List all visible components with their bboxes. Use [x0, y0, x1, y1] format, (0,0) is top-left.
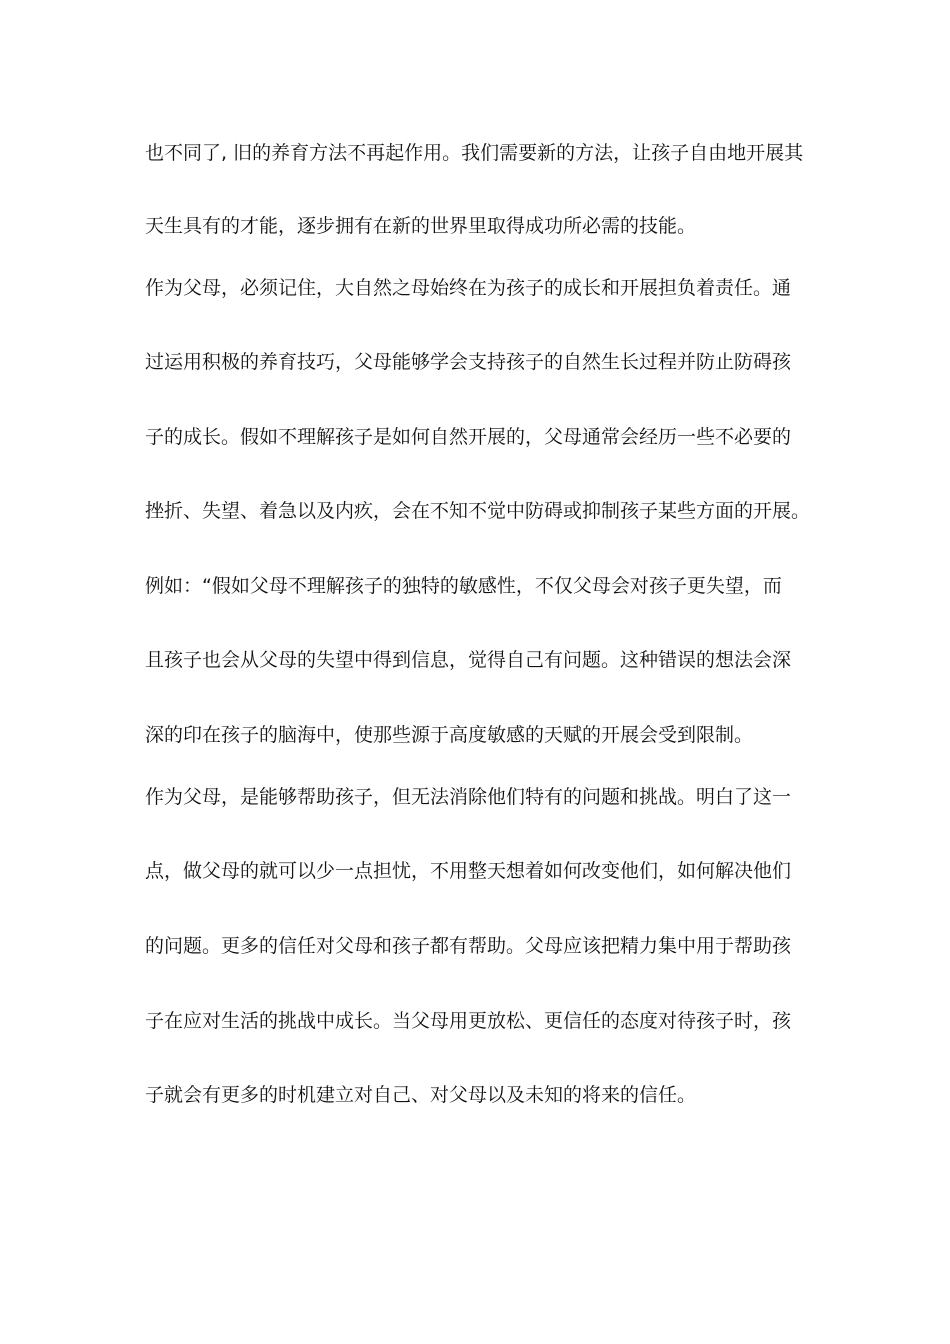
text-line: 点，做父母的就可以少一点担忧，不用整天想着如何改变他们，如何解决他们 — [145, 860, 792, 882]
text-line: 挫折、失望、着急以及内疚，会在不知不觉中防碍或抑制孩子某些方面的开展。 — [145, 500, 811, 522]
text-line: 也不同了, 旧的养育方法不再起作用。我们需要新的方法，让孩子自由地开展其 — [145, 142, 804, 164]
text-line: 例如：“假如父母不理解孩子的独特的敏感性，不仅父母会对孩子更失望，而 — [145, 575, 782, 597]
text-line: 子在应对生活的挑战中成长。当父母用更放松、更信任的态度对待孩子时，孩 — [145, 1010, 792, 1032]
text-line: 且孩子也会从父母的失望中得到信息，觉得自己有问题。这种错误的想法会深 — [145, 649, 792, 671]
text-line: 的问题。更多的信任对父母和孩子都有帮助。父母应该把精力集中用于帮助孩 — [145, 935, 792, 957]
text-line: 子的成长。假如不理解孩子是如何自然开展的，父母通常会经历一些不必要的 — [145, 426, 792, 448]
text-line: 子就会有更多的时机建立对自己、对父母以及未知的将来的信任。 — [145, 1084, 697, 1106]
text-line: 过运用积极的养育技巧，父母能够学会支持孩子的自然生长过程并防止防碍孩 — [145, 351, 792, 373]
text-line: 天生具有的才能，逐步拥有在新的世界里取得成功所必需的技能。 — [145, 215, 697, 237]
text-line: 深的印在孩子的脑海中，使那些源于高度敏感的天赋的开展会受到限制。 — [145, 724, 754, 746]
text-line: 作为父母，是能够帮助孩子，但无法消除他们特有的问题和挑战。明白了这一 — [145, 786, 792, 808]
text-line: 作为父母，必须记住，大自然之母始终在为孩子的成长和开展担负着责任。通 — [145, 277, 792, 299]
